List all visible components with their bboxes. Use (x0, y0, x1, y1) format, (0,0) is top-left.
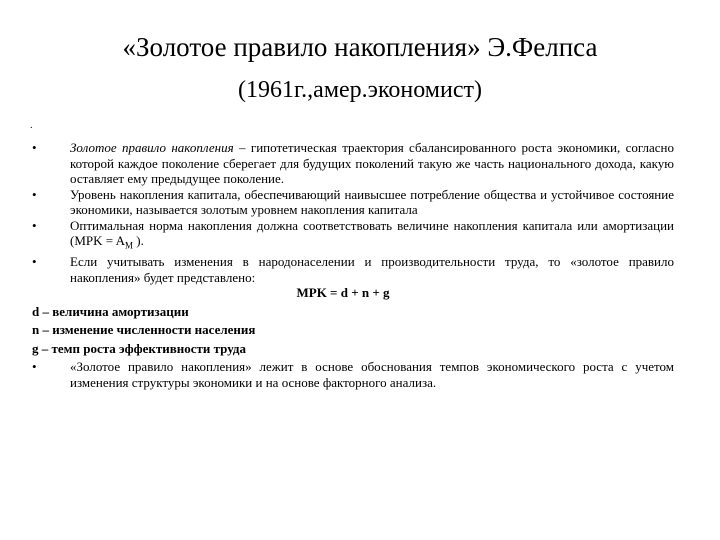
formula: MPK = d + n + g (296, 285, 390, 301)
bullet-icon: • (32, 217, 37, 233)
definition-n: n – изменение численности населения (32, 322, 256, 338)
item-body: – гипотетическая траектория сбалансированного роста экономики, согласно которой каждое поколение сберегает для будущих поколений такую же часть национального дохода, какую оставляет ему предыдущее поколение. (70, 140, 675, 186)
item-body: Оптимальная норма накопления должна соответствовать величине накопления капитала или амортизации (MPK = A (70, 217, 674, 248)
bullet-icon: • (32, 186, 37, 202)
bullet-item-growth-basis (32, 359, 674, 390)
bullet-item-golden-rule-definition (32, 140, 674, 187)
item-text (70, 140, 674, 187)
bullet-icon: • (32, 140, 37, 155)
bullet-item-golden-level (32, 187, 674, 218)
item-body-end: ). (133, 233, 144, 248)
subscript: M (125, 240, 134, 251)
definition-d: d – величина амортизации (32, 303, 189, 319)
slide-subtitle: (1961г.,амер.экономист) (238, 77, 482, 103)
bullet-item-optimal-rate (32, 218, 674, 255)
slide-title: «Золотое правило накопления» Э.Фелпса (122, 32, 598, 62)
item-emphasis: Золотое правило накопления (70, 140, 234, 155)
stray-mark: . (30, 120, 33, 131)
item-text: «Золотое правило накопления» лежит в основе обоснования темпов экономического роста с учетом изменения структуры экономики и на основе факторного анализа. (70, 359, 674, 390)
bullet-icon: • (32, 359, 37, 375)
bullet-icon: • (32, 254, 37, 270)
definition-g: g – темп роста эффективности труда (32, 340, 246, 356)
bullet-item-population-changes (32, 254, 674, 285)
item-text: Если учитывать изменения в народонаселении и производительности труда, то «золотое правило накопления» будет представлено: (70, 254, 674, 285)
item-text (70, 218, 674, 255)
slide-body (32, 140, 674, 390)
item-text: Уровень накопления капитала, обеспечивающий наивысшее потребление общества и устойчивое состояние экономики, называется золотым уровнем накопления капитала (70, 186, 674, 217)
